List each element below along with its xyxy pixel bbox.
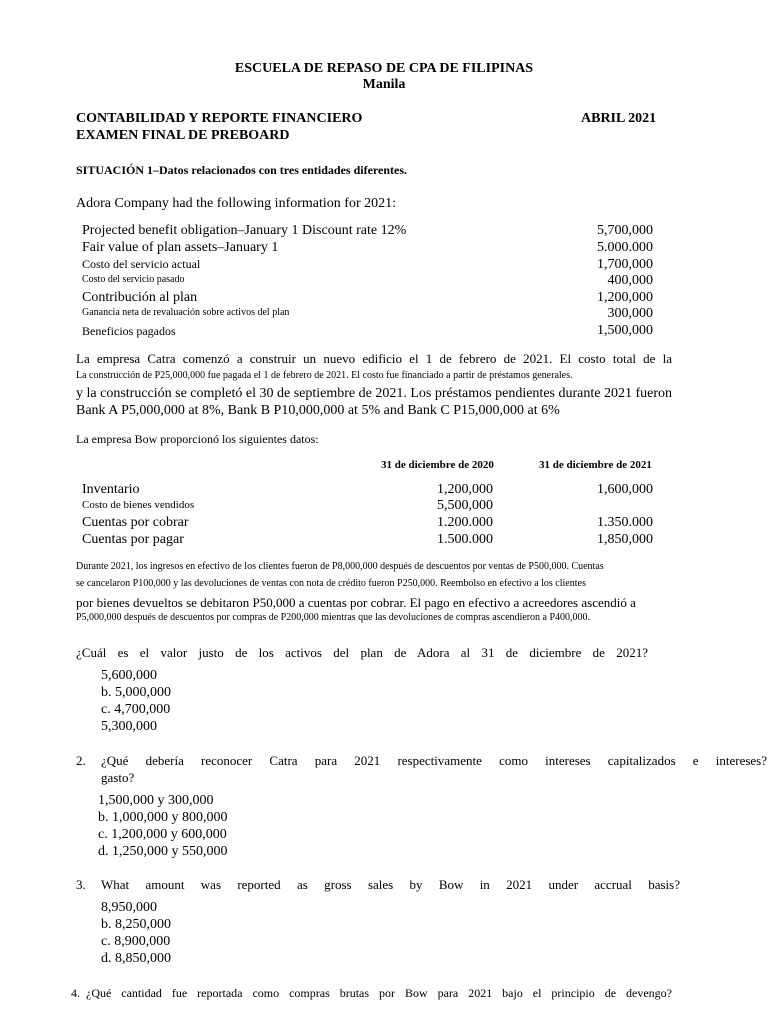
adora-intro: Adora Company had the following information for 2021:: [76, 196, 396, 211]
adora-row-label: Fair value of plan assets–January 1: [82, 240, 279, 255]
question-2-option-b: b. 1,000,000 y 800,000: [98, 810, 228, 825]
question-3-option-a: 8,950,000: [101, 900, 157, 915]
question-2-text: ¿Qué debería reconocer Catra para 2021 respectivamente como intereses capitalizados e intereses?: [101, 753, 767, 768]
question-2-option-c: c. 1,200,000 y 600,000: [98, 827, 227, 842]
adora-row-label: Contribución al plan: [82, 290, 198, 305]
question-1-option-c: c. 4,700,000: [101, 702, 171, 717]
bow-column-header: 31 de diciembre de 2021: [539, 459, 652, 471]
adora-row-value: 1,700,000: [597, 257, 653, 272]
question-4-number: 4.: [71, 986, 80, 1000]
adora-row-value: 400,000: [607, 273, 653, 288]
question-3-number: 3.: [76, 877, 86, 892]
question-2-option-d: d. 1,250,000 y 550,000: [98, 844, 228, 859]
catra-paragraph-line: y la construcción se completó el 30 de septiembre de 2021. Los préstamos pendientes durante 2021 fueron: [76, 386, 672, 401]
question-1-option-b: b. 5,000,000: [101, 685, 171, 700]
bow-paragraph-line: por bienes devueltos se debitaron P50,000 a cuentas por cobrar. El pago en efectivo a acreedores ascendió a: [76, 595, 636, 610]
question-1-option-d: 5,300,000: [101, 719, 157, 734]
school-name: ESCUELA DE REPASO DE CPA DE FILIPINAS: [234, 61, 534, 76]
question-4-text: ¿Qué cantidad fue reportada como compras brutas por Bow para 2021 bajo el principio de devengo?: [86, 986, 672, 1000]
exam-date: ABRIL 2021: [581, 111, 657, 126]
question-2-option-a: 1,500,000 y 300,000: [98, 793, 214, 808]
exam-title: EXAMEN FINAL DE PREBOARD: [76, 128, 290, 143]
situation-title: SITUACIÓN 1–Datos relacionados con tres entidades diferentes.: [76, 163, 408, 177]
subject-title: CONTABILIDAD Y REPORTE FINANCIERO: [76, 111, 363, 126]
bow-intro: La empresa Bow proporcionó los siguientes datos:: [76, 432, 319, 446]
adora-row-label: Costo del servicio pasado: [82, 274, 185, 285]
question-3-option-b: b. 8,250,000: [101, 917, 171, 932]
catra-paragraph-line: Bank A P5,000,000 at 8%, Bank B P10,000,000 at 5% and Bank C P15,000,000 at 6%: [76, 403, 560, 418]
adora-row-value: 5.000.000: [597, 240, 653, 255]
question-1-option-a: 5,600,000: [101, 668, 157, 683]
bow-row-value-2020: 1.200.000: [437, 515, 493, 530]
bow-row-value-2021: 1,600,000: [597, 482, 653, 497]
bow-paragraph-line: P5,000,000 después de descuentos por compras de P200,000 mientras que las devoluciones de compras ascendieron a P400,000.: [76, 612, 591, 623]
bow-paragraph-line: Durante 2021, los ingresos en efectivo de los clientes fueron de P8,000,000 después de descuentos por ventas de P500,000. Cuentas: [76, 561, 604, 572]
question-3-option-c: c. 8,900,000: [101, 934, 171, 949]
bow-row-value-2021: 1,850,000: [597, 532, 653, 547]
bow-row-value-2020: 1.500.000: [437, 532, 493, 547]
bow-row-label: Cuentas por pagar: [82, 532, 184, 547]
bow-row-value-2021: 1.350.000: [597, 515, 653, 530]
bow-row-label: Cuentas por cobrar: [82, 515, 189, 530]
question-2-number: 2.: [76, 753, 86, 768]
question-1-text: ¿Cuál es el valor justo de los activos del plan de Adora al 31 de diciembre de 2021?: [76, 645, 648, 660]
bow-row-value-2020: 5,500,000: [437, 498, 493, 513]
bow-row-value-2020: 1,200,000: [437, 482, 493, 497]
question-3-option-d: d. 8,850,000: [101, 951, 171, 966]
adora-row-value: 1,500,000: [597, 323, 653, 338]
adora-row-value: 5,700,000: [597, 223, 653, 238]
question-3-text: What amount was reported as gross sales by Bow in 2021 under accrual basis?: [101, 877, 680, 892]
school-city: Manila: [362, 77, 406, 92]
bow-row-label: Inventario: [82, 482, 140, 497]
question-2-text-cont: gasto?: [101, 770, 135, 785]
adora-row-label: Beneficios pagados: [82, 324, 176, 338]
bow-row-label: Costo de bienes vendidos: [82, 499, 195, 511]
adora-row-value: 300,000: [607, 306, 653, 321]
bow-column-header: 31 de diciembre de 2020: [381, 459, 494, 471]
adora-row-label: Ganancia neta de revaluación sobre activos del plan: [82, 307, 290, 318]
catra-paragraph-line: La empresa Catra comenzó a construir un nuevo edificio el 1 de febrero de 2021. El costo total de la: [76, 351, 672, 366]
bow-paragraph-line: se cancelaron P100,000 y las devoluciones de ventas con nota de crédito fueron P250,000. Reembolso en efectivo a los clientes: [76, 578, 586, 589]
adora-row-label: Costo del servicio actual: [82, 257, 201, 271]
adora-row-value: 1,200,000: [597, 290, 653, 305]
catra-paragraph-line: La construcción de P25,000,000 fue pagada el 1 de febrero de 2021. El costo fue financiado a partir de préstamos generales.: [76, 370, 573, 381]
adora-row-label: Projected benefit obligation–January 1 Discount rate 12%: [82, 223, 407, 238]
